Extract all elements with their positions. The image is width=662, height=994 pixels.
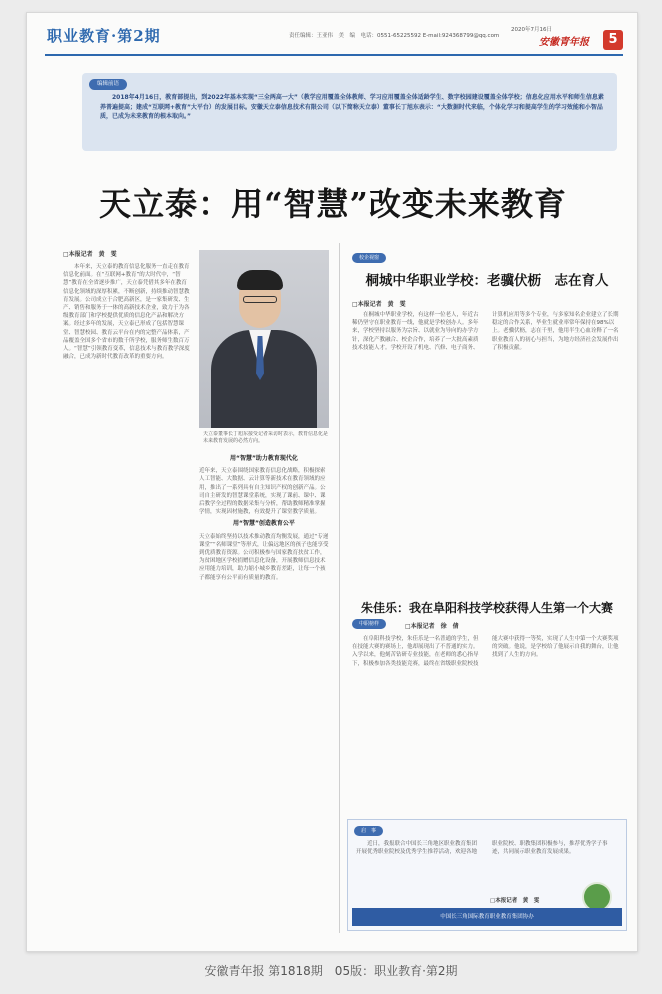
notice-tag: 启 事 xyxy=(354,826,383,836)
article3-tag: 中职榜样 xyxy=(352,619,386,629)
editor-note-tag: 编辑前语 xyxy=(89,79,127,90)
editor-note-box xyxy=(82,73,617,151)
sponsor-banner: 中国长三角国际教育职业教育集团协办 xyxy=(352,908,622,926)
article2-title: 桐城中华职业学校：老骥伏枥 志在育人 xyxy=(365,273,609,289)
newspaper-logo: 安徽青年报 xyxy=(539,37,589,48)
column-divider xyxy=(339,243,340,933)
photo-caption: 天立泰董事长丁旭东接受记者采访时表示，教育信息化是未来教育发展的必然方向。 xyxy=(203,431,329,444)
article1-body-text2: 近年来，天立泰围绕国家教育信息化战略，积极探索人工智能、大数据、云计算等新技术在教育领域的应用，推出了一系列具有自主知识产权的创新产品。公司自主研发的智慧课堂系统，实现了课前、课中、课后教学全过程的数据采集与分析，帮助教师精准掌握学情，实现因材施教，有效提升了课堂教学质量。 xyxy=(199,468,326,516)
article1-body-text3: 天立泰始终坚持以技术推动教育均衡发展，通过“专递课堂”“名师课堂”等形式，让偏远地区的孩子也能享受到优质教育资源。公司积极参与国家教育扶贫工作，为贫困地区学校捐赠信息化设备，开展教师信息技术应用能力培训，助力缩小城乡教育差距，让每一个孩子都能享有公平而有质量的教育。 xyxy=(199,533,329,581)
photo-hair xyxy=(237,270,283,290)
header-divider xyxy=(45,54,623,56)
editor-meta: 责任编辑：王亚伟 美 编 电话：0551-65225592 E-mail:924368799@qq.com xyxy=(289,33,500,39)
page-header xyxy=(27,13,638,65)
article2-tag: 校企视窗 xyxy=(352,253,386,263)
page-number-badge: 5 xyxy=(603,30,623,50)
article2-byline: □本报记者 黄 雯 xyxy=(352,301,406,308)
portrait-photo xyxy=(199,250,329,428)
main-headline: 天立泰：用“智慧”改变未来教育 xyxy=(99,185,567,223)
image-caption: 安徽青年报 第1818期 05版：职业教育·第2期 xyxy=(204,964,458,978)
article2-body: 在桐城中华职业学校，有这样一位老人，年近古稀仍坚守在职业教育一线，他就是学校创办人。多年来，学校坚持以服务为宗旨、以就业为导向的办学方针，深化产教融合、校企合作，培养了一大批高素质技术技能人才。学校开设了机电、汽修、电子商务、计算机应用等多个专业，与多家知名企业建立了长期稳定的合作关系，毕业生就业率常年保持在98%以上。老骥伏枥，志在千里，他用半生心血诠释了一名职业教育人的初心与担当，为地方经济社会发展作出了积极贡献。 xyxy=(352,312,619,351)
issue-date: 2020年7月16日 xyxy=(511,27,552,33)
article1-body-part2 xyxy=(199,451,329,931)
article3-body: 在阜阳科技学校，朱佳乐是一名普通的学生，但在技能大赛的赛场上，他却展现出了不普通的实力。入学以来，他刻苦钻研专业技能，在老师的悉心指导下，积极参加各类技能竞赛，最终在省级职业院校技能大赛中获得一等奖，实现了人生中第一个大赛奖项的突破。他说，是学校给了他展示自我的舞台，让他找到了人生的方向。 xyxy=(352,636,619,667)
article1-subhead-1: 用“智慧”助力教育现代化 xyxy=(230,455,298,462)
editor-note-text: 2018年4月16日，教育部提出，到2022年基本实现“三全两高一大”（教学应用覆盖全体教师、学习应用覆盖全体适龄学生、数字校园建设覆盖全体学校；信息化应用水平和师生信息素养普遍提高；建成“互联网+教育”大平台）的发展目标。安徽天立泰信息技术有限公司（以下简称天立泰）董事长丁旭东表示：“大数据时代来临，个体化学习和提高学生的学习效能和小智品质，已成为未来教育的根本取向。” xyxy=(100,94,604,120)
photo-glasses xyxy=(243,296,277,303)
article3-title: 朱佳乐：我在阜阳科技学校获得人生第一个大赛 xyxy=(360,601,613,615)
notice-box xyxy=(347,819,627,931)
column-title: 职业教育·第2期 xyxy=(47,27,161,45)
article1-byline: □本报记者 黄 雯 xyxy=(63,251,117,258)
notice-body: 近日，我报联合中国长三角地区职业教育集团开展优秀职业院校及优秀学生推荐活动，欢迎各地职业院校、职教集团积极参与，推荐优秀学子事迹，共同展示职业教育发展成果。 xyxy=(356,841,608,856)
article1-body-part1: 本年来，天立泰的教育信息化服务一直走在教育信息化前面。在“互联网+教育”的大时代中，“智慧”教育在全省逐步推广，天立泰凭借其多年在教育信息化领域的深厚积累，不断创新，持续推动智慧教育发展。公司成立于合肥高新区，是一家集研发、生产、销售和服务于一体的高新技术企业，致力于为各级教育部门和学校提供优质的信息化产品和解决方案。经过多年的发展，天立泰已形成了包括智慧课堂、智慧校园、教育云平台在内的完整产品体系，产品覆盖全国多个省市的数千所学校，服务师生数百万人。“智慧”引领教育变革，信息技术与教育教学深度融合，已成为新时代教育改革的重要方向。 xyxy=(63,264,190,361)
article1-subhead-2: 用“智慧”创造教育公平 xyxy=(233,520,295,528)
article3-byline: □本报记者 徐 倩 xyxy=(405,623,459,630)
notice-byline: □本报记者 黄 雯 xyxy=(490,898,540,904)
newspaper-page xyxy=(26,12,638,952)
